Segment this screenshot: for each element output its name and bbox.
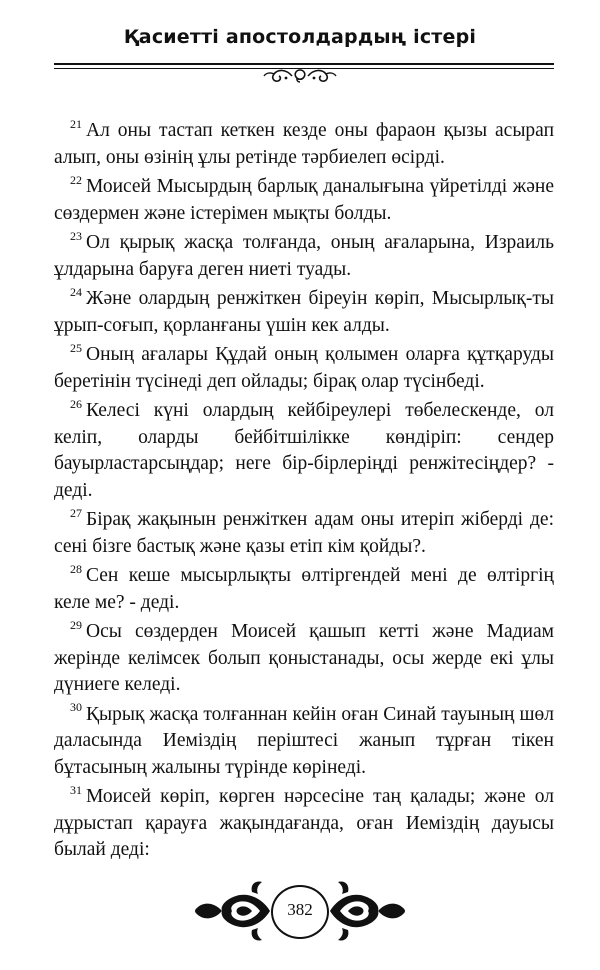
page-number-badge bbox=[271, 885, 329, 939]
verse-text: Оның ағалары Құдай оның қолымен оларға құтқаруды беретінін түсінеді деп ойлады; бірақ олар түсінбеді. bbox=[54, 344, 554, 392]
verse-number: 22 bbox=[70, 172, 82, 187]
verse bbox=[54, 507, 554, 560]
header-ornament-icon bbox=[262, 66, 338, 86]
verse-number: 29 bbox=[70, 617, 82, 632]
verse-text: Моисей көріп, көрген нәрсесіне таң қалады; және ол дұрыстап қарауға жақындағанда, оған Иеміздің дауысы былай деді: bbox=[54, 786, 554, 860]
verse bbox=[54, 174, 554, 227]
verse bbox=[54, 619, 554, 699]
verse bbox=[54, 784, 554, 864]
verse-text: Келесі күні олардың кейбіреулері төбелескенде, ол келіп, оларды бейбітшілікке көндіріп: сендер бауырластарсыңдар; неге бір-бірлеріңді ренжітесіңдер? - деді. bbox=[54, 400, 554, 501]
verse-number: 21 bbox=[70, 116, 82, 131]
page-number: 382 bbox=[287, 900, 313, 919]
verse bbox=[54, 118, 554, 171]
verse bbox=[54, 563, 554, 616]
verse-number: 28 bbox=[70, 561, 82, 576]
verse-text: Моисей Мысырдың барлық даналығына үйретілді және сөздермен және істерімен мықты болды. bbox=[54, 176, 554, 224]
header-rule-thick bbox=[54, 63, 554, 65]
verse bbox=[54, 286, 554, 339]
verse bbox=[54, 342, 554, 395]
verse-text: Осы сөздерден Моисей қашып кетті және Мадиам жерінде келімсек болып қоныстанады, осы жерде екі ұлы дүниеге келеді. bbox=[54, 621, 554, 695]
verse-text: Және олардың ренжіткен біреуін көріп, Мысырлық-ты ұрып-соғып, қорланғаны үшін кек алды. bbox=[54, 288, 554, 336]
running-title: Қасиетті апостолдардың істері bbox=[123, 26, 477, 48]
page-header bbox=[0, 0, 600, 90]
verse-number: 27 bbox=[70, 505, 82, 520]
verse-text: Қырық жасқа толғаннан кейін оған Синай тауының шөл даласында Иеміздің періштесі жанып тұрған тікен бұтасының жалыны түрінде көрінеді. bbox=[54, 703, 554, 778]
verse-number: 31 bbox=[70, 782, 82, 797]
verse-number: 30 bbox=[70, 700, 82, 714]
verse-number: 25 bbox=[70, 340, 82, 355]
verse bbox=[54, 398, 554, 504]
verse bbox=[54, 702, 554, 782]
verse bbox=[54, 230, 554, 283]
verse-number: 26 bbox=[70, 396, 82, 411]
page-body bbox=[54, 118, 554, 867]
verse-number: 23 bbox=[70, 228, 82, 243]
verse-text: Сен кеше мысырлықты өлтіргендей мені де өлтіргің келе ме? - деді. bbox=[54, 565, 554, 613]
verse-text: Ол қырық жасқа толғанда, оның ағаларына, Израиль ұлдарына баруға деген ниеті туады. bbox=[54, 232, 554, 280]
verse-text: Бірақ жақынын ренжіткен адам оны итеріп жіберді де: сені бізге бастық және қазы етіп кім қойды?. bbox=[54, 509, 554, 557]
verse-text: Ал оны тастап кеткен кезде оны фараон қызы асырап алып, оны өзінің ұлы ретінде тәрбиелеп өсірді. bbox=[54, 120, 554, 168]
verse-number: 24 bbox=[70, 284, 82, 299]
